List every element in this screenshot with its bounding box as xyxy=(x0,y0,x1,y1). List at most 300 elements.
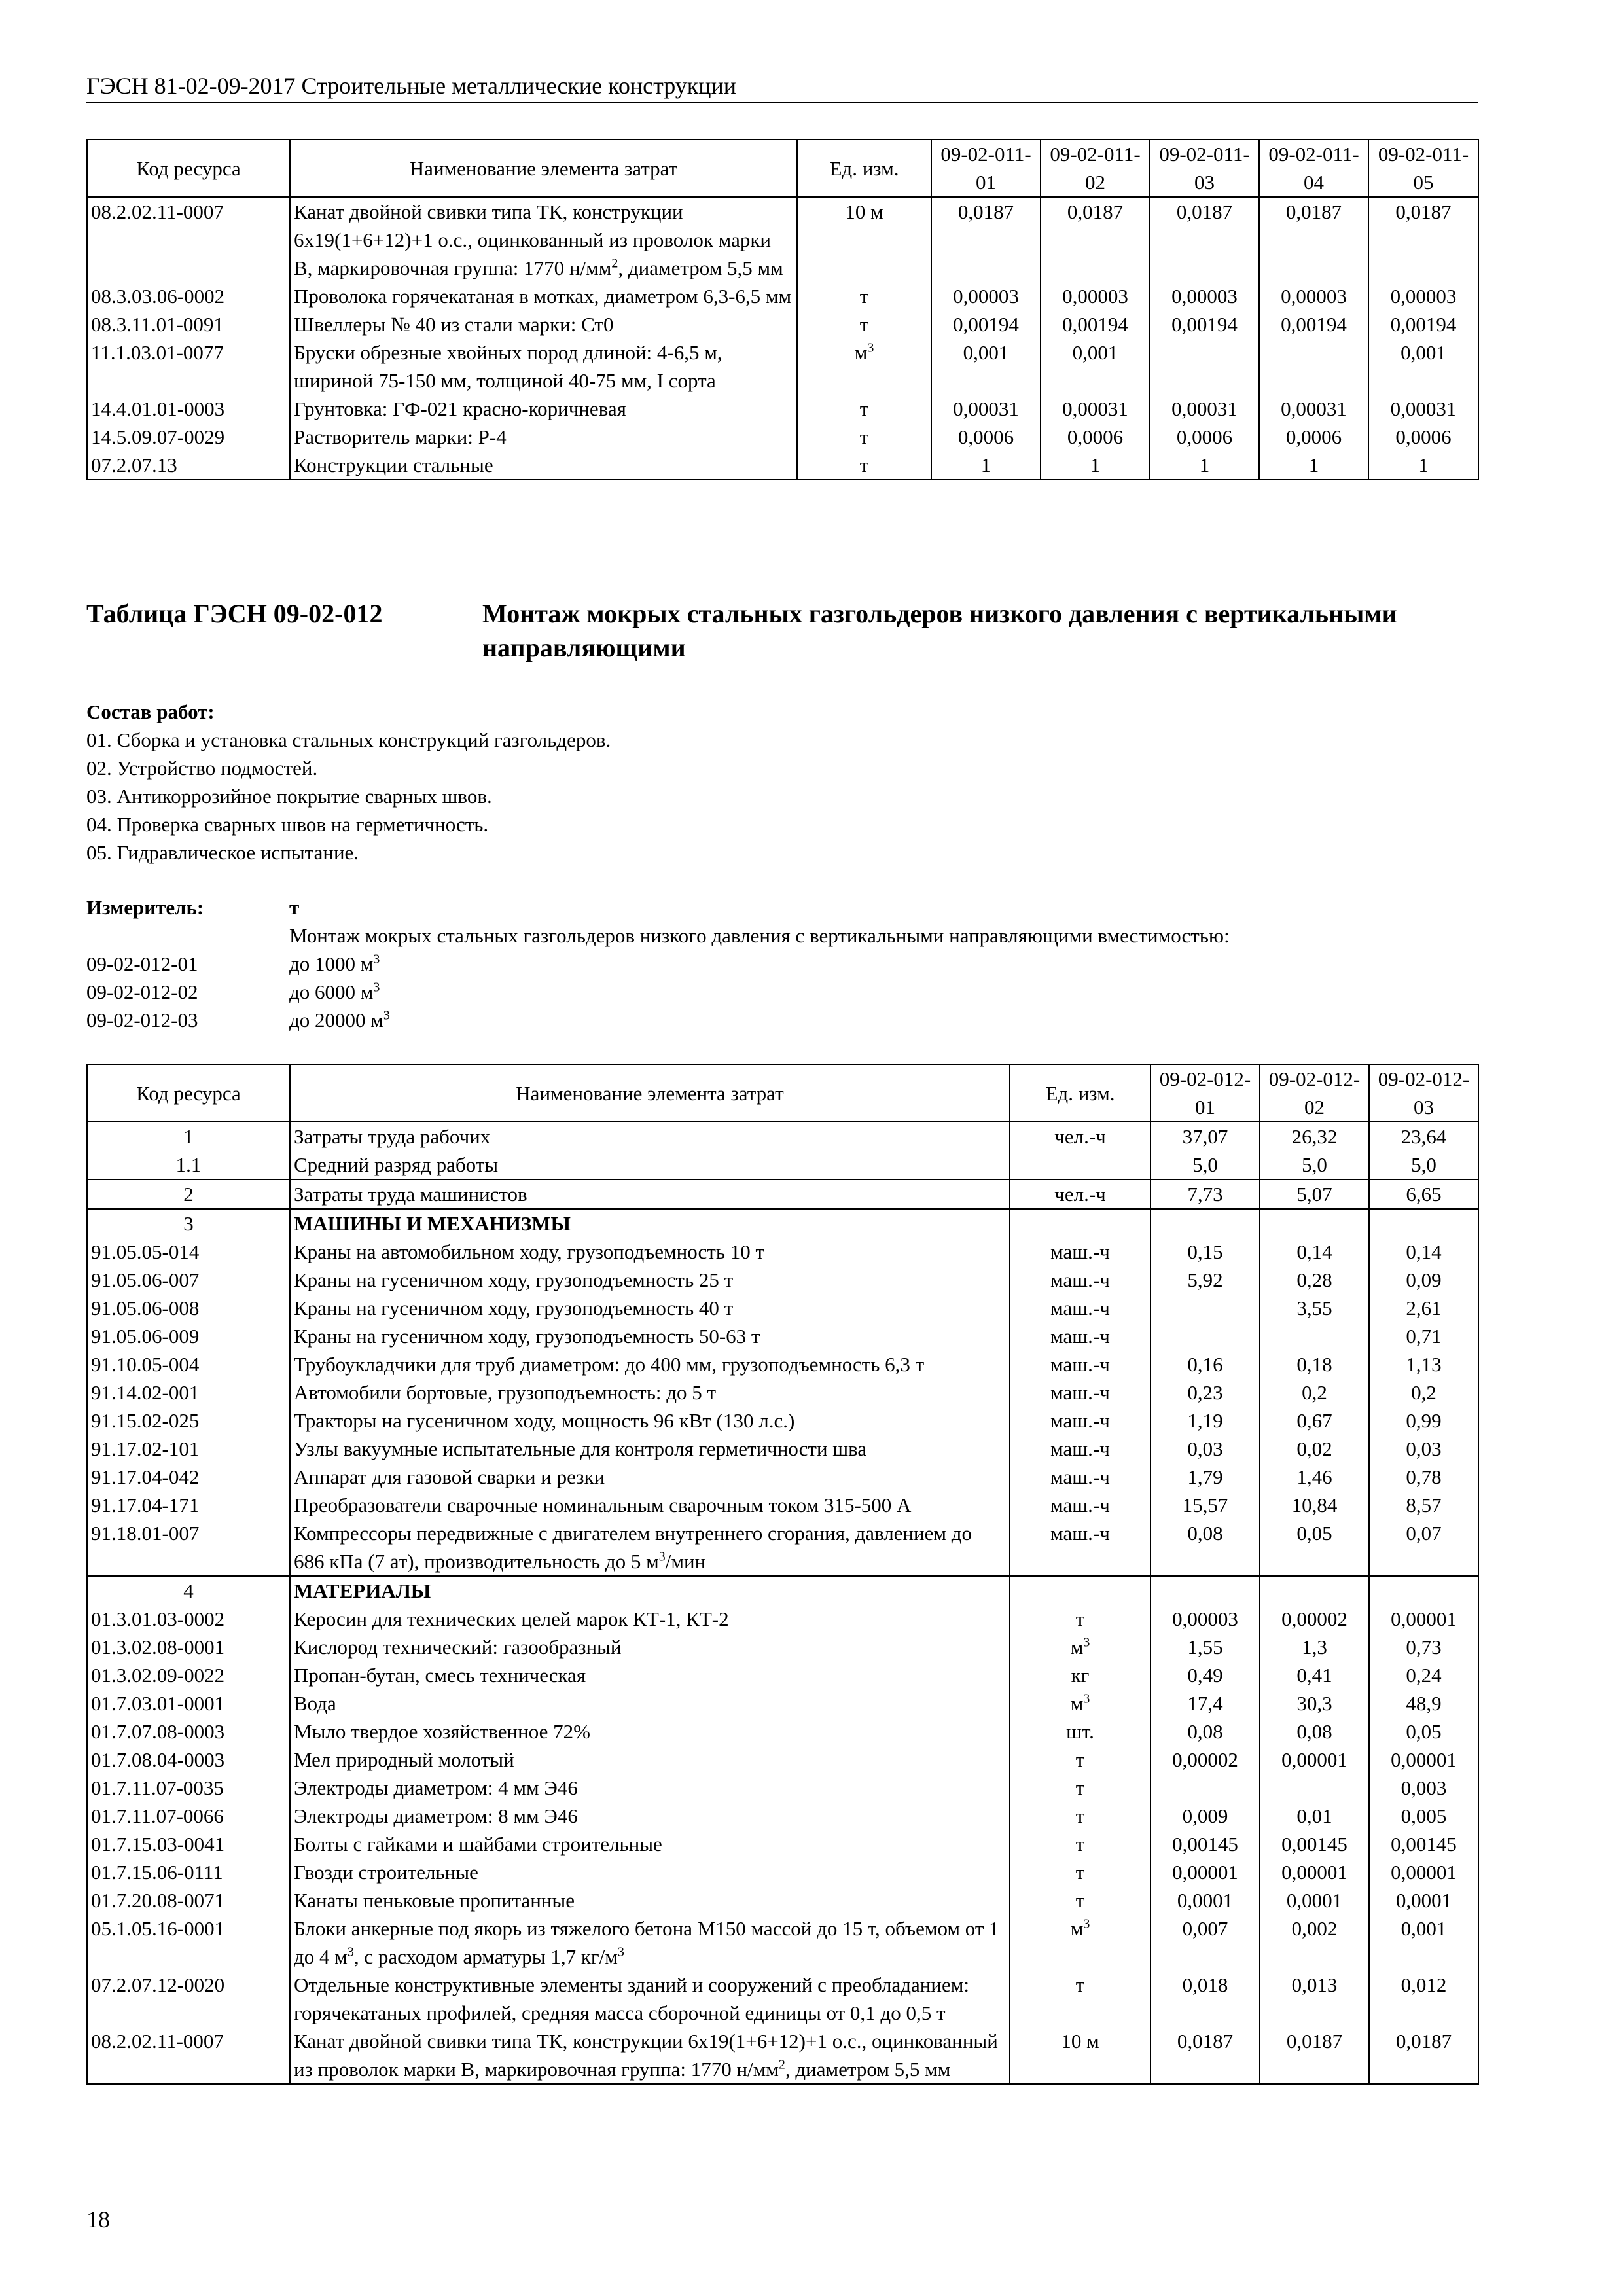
table-row xyxy=(87,1266,1478,1294)
unit-cell: $м^3$ xyxy=(1010,1914,1150,1971)
value-cell: 0,41 xyxy=(1260,1661,1369,1689)
works-item: 02. Устройство подмостей. xyxy=(86,757,318,780)
resource-name-cell: Канат двойной свивки типа ТК, конструкции 6х19(1+6+12)+1 о.с., оцинкованный из проволок марки В, маркировочная группа: 1770 $н/мм^2$, диаметром 5,5 мм xyxy=(290,2027,1010,2084)
value-cell: 0,00145 xyxy=(1369,1830,1478,1858)
unit-cell: маш.-ч xyxy=(1010,1435,1150,1463)
resource-code-cell: 91.17.04-042 xyxy=(87,1463,290,1491)
table-header-row xyxy=(87,139,1478,197)
resource-code-cell: 91.17.02-101 xyxy=(87,1435,290,1463)
table-row xyxy=(87,1774,1478,1802)
value-cell: 0,005 xyxy=(1369,1802,1478,1830)
resource-name-cell: Гвозди строительные xyxy=(290,1858,1010,1886)
value-cell: 1 xyxy=(1150,451,1259,480)
resource-code-cell: 08.2.02.11-0007 xyxy=(87,197,290,282)
value-cell xyxy=(1260,1209,1369,1238)
resource-name-cell: Грунтовка: ГФ-021 красно-коричневая xyxy=(290,395,797,423)
table-row xyxy=(87,423,1478,451)
value-cell: 0,24 xyxy=(1369,1661,1478,1689)
unit-cell: кг xyxy=(1010,1661,1150,1689)
table-row xyxy=(87,1605,1478,1633)
table-title-text: Монтаж мокрых стальных газгольдеров низкого давления с вертикальными направляющими xyxy=(482,599,1397,662)
resource-code-cell: 01.7.11.07-0035 xyxy=(87,1774,290,1802)
table-row xyxy=(87,1463,1478,1491)
value-cell: 5,0 xyxy=(1260,1151,1369,1179)
resource-name-cell: Швеллеры № 40 из стали марки: Ст0 xyxy=(290,310,797,338)
table-row xyxy=(87,1350,1478,1378)
table-row xyxy=(87,1407,1478,1435)
value-cell: 0,0006 xyxy=(1259,423,1368,451)
value-cell xyxy=(1150,1774,1260,1802)
resource-name-cell: Пропан-бутан, смесь техническая xyxy=(290,1661,1010,1689)
table-row xyxy=(87,1435,1478,1463)
unit-cell: маш.-ч xyxy=(1010,1238,1150,1266)
value-cell: 0,00031 xyxy=(1368,395,1478,423)
value-cell: 5,0 xyxy=(1369,1151,1478,1179)
resource-code-cell: 01.3.01.03-0002 xyxy=(87,1605,290,1633)
value-cell: 0,001 xyxy=(1041,338,1150,395)
value-cell: 0,00001 xyxy=(1260,1746,1369,1774)
unit-cell: т xyxy=(1010,1746,1150,1774)
column-header: 09-02-011-01 xyxy=(931,139,1041,197)
value-cell: 0,00001 xyxy=(1369,1858,1478,1886)
resource-code-cell: 1 xyxy=(87,1122,290,1151)
column-header: Ед. изм. xyxy=(797,139,931,197)
table-row xyxy=(87,1519,1478,1576)
value-cell: 5,07 xyxy=(1260,1179,1369,1209)
measure-unit: т xyxy=(289,896,300,919)
resources-table-012 xyxy=(86,1064,1479,2085)
resource-name-cell: Проволока горячекатаная в мотках, диаметром 6,3-6,5 мм xyxy=(290,282,797,310)
works-item: 04. Проверка сварных швов на герметичность. xyxy=(86,813,489,836)
resource-code-cell: 07.2.07.12-0020 xyxy=(87,1971,290,2027)
resource-name-cell: Канат двойной свивки типа ТК, конструкции 6х19(1+6+12)+1 о.с., оцинкованный из проволок марки В, маркировочная группа: 1770 $н/мм^2$, диаметром 5,5 мм xyxy=(290,197,797,282)
resource-code-cell: 01.3.02.09-0022 xyxy=(87,1661,290,1689)
value-cell: 0,00194 xyxy=(1041,310,1150,338)
value-cell: 0,0187 xyxy=(1369,2027,1478,2084)
measure-label: Измеритель: xyxy=(86,896,204,919)
value-cell: 6,65 xyxy=(1369,1179,1478,1209)
value-cell: 0,007 xyxy=(1150,1914,1260,1971)
value-cell: 0,71 xyxy=(1369,1322,1478,1350)
value-cell xyxy=(1260,1774,1369,1802)
resource-code-cell: 3 xyxy=(87,1209,290,1238)
measure-code: 09-02-012-02 xyxy=(86,980,198,1003)
resource-name-cell: Аппарат для газовой сварки и резки xyxy=(290,1463,1010,1491)
works-item: 01. Сборка и установка стальных конструкций газгольдеров. xyxy=(86,728,611,751)
resource-code-cell: 07.2.07.13 xyxy=(87,451,290,480)
resource-code-cell: 01.7.03.01-0001 xyxy=(87,1689,290,1717)
unit-cell: чел.-ч xyxy=(1010,1179,1150,1209)
resource-code-cell: 11.1.03.01-0077 xyxy=(87,338,290,395)
column-header: 09-02-011-02 xyxy=(1041,139,1150,197)
value-cell: 0,03 xyxy=(1150,1435,1260,1463)
resource-code-cell: 91.17.04-171 xyxy=(87,1491,290,1519)
resource-name-cell: Мел природный молотый xyxy=(290,1746,1010,1774)
table-row xyxy=(87,1576,1478,1605)
unit-cell xyxy=(1010,1151,1150,1179)
table-row xyxy=(87,338,1478,395)
unit-cell: т xyxy=(1010,1605,1150,1633)
resource-name-cell: Затраты труда рабочих xyxy=(290,1122,1010,1151)
resource-name-cell: Краны на гусеничном ходу, грузоподъемность 50-63 т xyxy=(290,1322,1010,1350)
unit-cell: $м^3$ xyxy=(1010,1689,1150,1717)
resource-code-cell: 05.1.05.16-0001 xyxy=(87,1914,290,1971)
resource-code-cell: 08.2.02.11-0007 xyxy=(87,2027,290,2084)
resource-code-cell: 01.7.15.03-0041 xyxy=(87,1830,290,1858)
value-cell: 0,67 xyxy=(1260,1407,1369,1435)
value-cell: 1 xyxy=(1368,451,1478,480)
measure-code: 09-02-012-01 xyxy=(86,952,198,975)
value-cell: 17,4 xyxy=(1150,1689,1260,1717)
value-cell: 0,0001 xyxy=(1150,1886,1260,1914)
unit-cell: 10 м xyxy=(1010,2027,1150,2084)
table-row xyxy=(87,1238,1478,1266)
value-cell: 0,012 xyxy=(1369,1971,1478,2027)
measure-capacity: до 1000 $м^3$ xyxy=(289,952,380,975)
value-cell: 1,55 xyxy=(1150,1633,1260,1661)
unit-cell: маш.-ч xyxy=(1010,1378,1150,1407)
table-row xyxy=(87,451,1478,480)
value-cell xyxy=(1150,1294,1260,1322)
value-cell: 0,013 xyxy=(1260,1971,1369,2027)
table-row xyxy=(87,1858,1478,1886)
value-cell: 0,00194 xyxy=(1259,310,1368,338)
value-cell: 0,07 xyxy=(1369,1519,1478,1576)
resource-code-cell: 01.7.20.08-0071 xyxy=(87,1886,290,1914)
resource-name-cell: Мыло твердое хозяйственное 72% xyxy=(290,1717,1010,1746)
value-cell: 26,32 xyxy=(1260,1122,1369,1151)
value-cell: 0,00031 xyxy=(1041,395,1150,423)
measure-code: 09-02-012-03 xyxy=(86,1009,198,1031)
value-cell: 0,0187 xyxy=(1260,2027,1369,2084)
value-cell: 0,0006 xyxy=(1368,423,1478,451)
works-item: 03. Антикоррозийное покрытие сварных швов. xyxy=(86,785,492,808)
column-header: 09-02-012-03 xyxy=(1369,1064,1478,1122)
resource-name-cell: Тракторы на гусеничном ходу, мощность 96 кВт (130 л.с.) xyxy=(290,1407,1010,1435)
resource-name-cell: Вода xyxy=(290,1689,1010,1717)
value-cell: 30,3 xyxy=(1260,1689,1369,1717)
value-cell: 1 xyxy=(1041,451,1150,480)
unit-cell: т xyxy=(1010,1830,1150,1858)
unit-cell xyxy=(1010,1576,1150,1605)
resource-name-cell: Автомобили бортовые, грузоподъемность: до 5 т xyxy=(290,1378,1010,1407)
unit-cell: маш.-ч xyxy=(1010,1519,1150,1576)
unit-cell: т xyxy=(1010,1858,1150,1886)
resource-name-cell: Краны на гусеничном ходу, грузоподъемность 25 т xyxy=(290,1266,1010,1294)
table-row xyxy=(87,1802,1478,1830)
table-row xyxy=(87,1830,1478,1858)
value-cell: 0,0187 xyxy=(1368,197,1478,282)
unit-cell: маш.-ч xyxy=(1010,1463,1150,1491)
table-row xyxy=(87,1209,1478,1238)
value-cell: 0,00003 xyxy=(1259,282,1368,310)
unit-cell xyxy=(1010,1209,1150,1238)
table-header-row xyxy=(87,1064,1478,1122)
value-cell: 0,14 xyxy=(1369,1238,1478,1266)
value-cell: 0,02 xyxy=(1260,1435,1369,1463)
resource-code-cell: 91.05.06-008 xyxy=(87,1294,290,1322)
value-cell xyxy=(1369,1576,1478,1605)
value-cell: 0,0006 xyxy=(1150,423,1259,451)
value-cell: 0,009 xyxy=(1150,1802,1260,1830)
value-cell: 0,28 xyxy=(1260,1266,1369,1294)
table-row xyxy=(87,1491,1478,1519)
running-head: ГЭСН 81-02-09-2017 Строительные металлические конструкции xyxy=(86,72,1478,103)
resource-code-cell: 2 xyxy=(87,1179,290,1209)
value-cell: 0,00002 xyxy=(1260,1605,1369,1633)
column-header: 09-02-011-05 xyxy=(1368,139,1478,197)
value-cell xyxy=(1369,1209,1478,1238)
value-cell: 0,03 xyxy=(1369,1435,1478,1463)
resource-name-cell: Краны на гусеничном ходу, грузоподъемность 40 т xyxy=(290,1294,1010,1322)
unit-cell: т xyxy=(797,423,931,451)
resource-name-cell: Преобразователи сварочные номинальным сварочным током 315-500 А xyxy=(290,1491,1010,1519)
value-cell: 0,00145 xyxy=(1260,1830,1369,1858)
table-row xyxy=(87,1746,1478,1774)
unit-cell: т xyxy=(1010,1802,1150,1830)
value-cell: 0,15 xyxy=(1150,1238,1260,1266)
value-cell: 0,08 xyxy=(1260,1717,1369,1746)
unit-cell: $м^3$ xyxy=(797,338,931,395)
value-cell: 1,46 xyxy=(1260,1463,1369,1491)
value-cell: 0,001 xyxy=(1368,338,1478,395)
value-cell: 0,0187 xyxy=(1150,2027,1260,2084)
resource-name-cell: Краны на автомобильном ходу, грузоподъемность 10 т xyxy=(290,1238,1010,1266)
resource-code-cell: 01.7.15.06-0111 xyxy=(87,1858,290,1886)
column-header: Ед. изм. xyxy=(1010,1064,1150,1122)
unit-cell: т xyxy=(1010,1886,1150,1914)
unit-cell: т xyxy=(797,395,931,423)
column-header: Наименование элемента затрат xyxy=(290,1064,1010,1122)
resource-name-cell: Отдельные конструктивные элементы зданий и сооружений с преобладанием: горячекатаных профилей, средняя масса сборочной единицы от 0,1 до 0,5 т xyxy=(290,1971,1010,2027)
value-cell xyxy=(1260,1576,1369,1605)
resource-name-cell: Средний разряд работы xyxy=(290,1151,1010,1179)
table-row xyxy=(87,1378,1478,1407)
table-row xyxy=(87,1151,1478,1179)
value-cell: 7,73 xyxy=(1150,1179,1260,1209)
table-row xyxy=(87,310,1478,338)
unit-cell: т xyxy=(797,310,931,338)
measure-description: Монтаж мокрых стальных газгольдеров низкого давления с вертикальными направляющими вместимостью: xyxy=(289,924,1230,947)
value-cell: 0,00031 xyxy=(931,395,1041,423)
value-cell: 0,00003 xyxy=(1041,282,1150,310)
value-cell: 0,0187 xyxy=(1041,197,1150,282)
unit-cell: т xyxy=(797,451,931,480)
value-cell: 0,73 xyxy=(1369,1633,1478,1661)
value-cell: 5,0 xyxy=(1150,1151,1260,1179)
resource-name-cell: Электроды диаметром: 8 мм Э46 xyxy=(290,1802,1010,1830)
value-cell: 0,2 xyxy=(1260,1378,1369,1407)
resource-name-cell: Компрессоры передвижные с двигателем внутреннего сгорания, давлением до 686 кПа (7 ат), производительность до 5 $м^3$/мин xyxy=(290,1519,1010,1576)
resource-code-cell: 08.3.03.06-0002 xyxy=(87,282,290,310)
unit-cell: маш.-ч xyxy=(1010,1322,1150,1350)
table-row xyxy=(87,1294,1478,1322)
value-cell: 1 xyxy=(1259,451,1368,480)
resource-code-cell: 91.15.02-025 xyxy=(87,1407,290,1435)
column-header: 09-02-012-02 xyxy=(1260,1064,1369,1122)
table-row xyxy=(87,1322,1478,1350)
column-header: Код ресурса xyxy=(87,1064,290,1122)
resource-name-cell: Бруски обрезные хвойных пород длиной: 4-6,5 м, шириной 75-150 мм, толщиной 40-75 мм, I сорта xyxy=(290,338,797,395)
resource-code-cell: 01.7.11.07-0066 xyxy=(87,1802,290,1830)
value-cell: 0,14 xyxy=(1260,1238,1369,1266)
value-cell: 0,08 xyxy=(1150,1717,1260,1746)
value-cell: 0,00031 xyxy=(1150,395,1259,423)
unit-cell: маш.-ч xyxy=(1010,1294,1150,1322)
unit-cell: т xyxy=(1010,1971,1150,2027)
value-cell: 0,001 xyxy=(931,338,1041,395)
value-cell: 0,05 xyxy=(1369,1717,1478,1746)
value-cell: 0,00001 xyxy=(1150,1858,1260,1886)
value-cell xyxy=(1259,338,1368,395)
resource-code-cell: 08.3.11.01-0091 xyxy=(87,310,290,338)
value-cell: 0,002 xyxy=(1260,1914,1369,1971)
table-row xyxy=(87,1886,1478,1914)
unit-cell: т xyxy=(797,282,931,310)
value-cell: 0,018 xyxy=(1150,1971,1260,2027)
value-cell: 1,13 xyxy=(1369,1350,1478,1378)
resource-name-cell: Узлы вакуумные испытательные для контроля герметичности шва xyxy=(290,1435,1010,1463)
column-header: Код ресурса xyxy=(87,139,290,197)
value-cell: 0,00194 xyxy=(931,310,1041,338)
value-cell: 0,0006 xyxy=(1041,423,1150,451)
value-cell: 48,9 xyxy=(1369,1689,1478,1717)
value-cell: 3,55 xyxy=(1260,1294,1369,1322)
column-header: 09-02-011-04 xyxy=(1259,139,1368,197)
resource-code-cell: 91.05.05-014 xyxy=(87,1238,290,1266)
resource-code-cell: 01.3.02.08-0001 xyxy=(87,1633,290,1661)
value-cell: 15,57 xyxy=(1150,1491,1260,1519)
resource-code-cell: 4 xyxy=(87,1576,290,1605)
value-cell: 0,05 xyxy=(1260,1519,1369,1576)
resource-code-cell: 01.7.07.08-0003 xyxy=(87,1717,290,1746)
value-cell xyxy=(1260,1322,1369,1350)
table-title-number: Таблица ГЭСН 09-02-012 xyxy=(86,599,383,628)
value-cell: 5,92 xyxy=(1150,1266,1260,1294)
value-cell: 0,0187 xyxy=(1259,197,1368,282)
value-cell: 0,0187 xyxy=(1150,197,1259,282)
resource-name-cell: Затраты труда машинистов xyxy=(290,1179,1010,1209)
works-item: 05. Гидравлическое испытание. xyxy=(86,841,359,864)
unit-cell: маш.-ч xyxy=(1010,1350,1150,1378)
page-number: 18 xyxy=(86,2206,110,2233)
measure-capacity: до 6000 $м^3$ xyxy=(289,980,380,1003)
value-cell: 0,003 xyxy=(1369,1774,1478,1802)
resource-code-cell: 91.18.01-007 xyxy=(87,1519,290,1576)
resource-name-cell: Электроды диаметром: 4 мм Э46 xyxy=(290,1774,1010,1802)
value-cell: 0,001 xyxy=(1369,1914,1478,1971)
column-header: 09-02-011-03 xyxy=(1150,139,1259,197)
resource-name-cell: Конструкции стальные xyxy=(290,451,797,480)
value-cell: 8,57 xyxy=(1369,1491,1478,1519)
resource-name-cell: Канаты пеньковые пропитанные xyxy=(290,1886,1010,1914)
table-row xyxy=(87,1689,1478,1717)
value-cell: 0,01 xyxy=(1260,1802,1369,1830)
value-cell: 0,99 xyxy=(1369,1407,1478,1435)
value-cell: 0,16 xyxy=(1150,1350,1260,1378)
unit-cell: маш.-ч xyxy=(1010,1266,1150,1294)
column-header: Наименование элемента затрат xyxy=(290,139,797,197)
value-cell: 0,00001 xyxy=(1369,1746,1478,1774)
table-row xyxy=(87,1661,1478,1689)
resource-code-cell: 1.1 xyxy=(87,1151,290,1179)
value-cell: 0,00194 xyxy=(1150,310,1259,338)
value-cell: 0,00145 xyxy=(1150,1830,1260,1858)
table-row xyxy=(87,2027,1478,2084)
resource-code-cell: 14.5.09.07-0029 xyxy=(87,423,290,451)
unit-cell: т xyxy=(1010,1774,1150,1802)
resource-code-cell: 91.05.06-007 xyxy=(87,1266,290,1294)
unit-cell: чел.-ч xyxy=(1010,1122,1150,1151)
unit-cell: шт. xyxy=(1010,1717,1150,1746)
table-row xyxy=(87,1717,1478,1746)
value-cell: 0,00003 xyxy=(1368,282,1478,310)
resource-name-cell: МАТЕРИАЛЫ xyxy=(290,1576,1010,1605)
resource-name-cell: Болты с гайками и шайбами строительные xyxy=(290,1830,1010,1858)
resource-code-cell: 01.7.08.04-0003 xyxy=(87,1746,290,1774)
column-header: 09-02-012-01 xyxy=(1150,1064,1260,1122)
value-cell: 10,84 xyxy=(1260,1491,1369,1519)
value-cell: 0,0001 xyxy=(1260,1886,1369,1914)
value-cell: 0,2 xyxy=(1369,1378,1478,1407)
resource-code-cell: 91.14.02-001 xyxy=(87,1378,290,1407)
resource-code-cell: 14.4.01.01-0003 xyxy=(87,395,290,423)
value-cell: 0,08 xyxy=(1150,1519,1260,1576)
table-row xyxy=(87,1971,1478,2027)
value-cell: 0,00001 xyxy=(1260,1858,1369,1886)
value-cell: 37,07 xyxy=(1150,1122,1260,1151)
resources-table-011 xyxy=(86,139,1479,480)
table-row xyxy=(87,1633,1478,1661)
value-cell: 0,23 xyxy=(1150,1378,1260,1407)
value-cell: 1,79 xyxy=(1150,1463,1260,1491)
value-cell: 2,61 xyxy=(1369,1294,1478,1322)
unit-cell: маш.-ч xyxy=(1010,1491,1150,1519)
unit-cell: 10 м xyxy=(797,197,931,282)
value-cell: 0,49 xyxy=(1150,1661,1260,1689)
works-heading: Состав работ: xyxy=(86,700,215,723)
value-cell: 0,00194 xyxy=(1368,310,1478,338)
value-cell xyxy=(1150,338,1259,395)
resource-name-cell: Растворитель марки: Р-4 xyxy=(290,423,797,451)
value-cell: 0,00003 xyxy=(1150,282,1259,310)
unit-cell: маш.-ч xyxy=(1010,1407,1150,1435)
value-cell: 0,18 xyxy=(1260,1350,1369,1378)
value-cell: 0,0187 xyxy=(931,197,1041,282)
value-cell: 0,78 xyxy=(1369,1463,1478,1491)
value-cell: 23,64 xyxy=(1369,1122,1478,1151)
measure-capacity: до 20000 $м^3$ xyxy=(289,1008,390,1031)
value-cell: 1 xyxy=(931,451,1041,480)
value-cell: 1,3 xyxy=(1260,1633,1369,1661)
value-cell xyxy=(1150,1209,1260,1238)
resource-name-cell: Трубоукладчики для труб диаметром: до 400 мм, грузоподъемность 6,3 т xyxy=(290,1350,1010,1378)
value-cell: 0,00031 xyxy=(1259,395,1368,423)
value-cell: 0,00003 xyxy=(1150,1605,1260,1633)
table-row xyxy=(87,1179,1478,1209)
resource-code-cell: 91.10.05-004 xyxy=(87,1350,290,1378)
value-cell: 1,19 xyxy=(1150,1407,1260,1435)
value-cell xyxy=(1150,1322,1260,1350)
table-row xyxy=(87,1914,1478,1971)
value-cell: 0,0001 xyxy=(1369,1886,1478,1914)
unit-cell: $м^3$ xyxy=(1010,1633,1150,1661)
resource-name-cell: Кислород технический: газообразный xyxy=(290,1633,1010,1661)
resource-name-cell: МАШИНЫ И МЕХАНИЗМЫ xyxy=(290,1209,1010,1238)
resource-code-cell: 91.05.06-009 xyxy=(87,1322,290,1350)
resource-name-cell: Керосин для технических целей марок КТ-1, КТ-2 xyxy=(290,1605,1010,1633)
value-cell: 0,00003 xyxy=(931,282,1041,310)
